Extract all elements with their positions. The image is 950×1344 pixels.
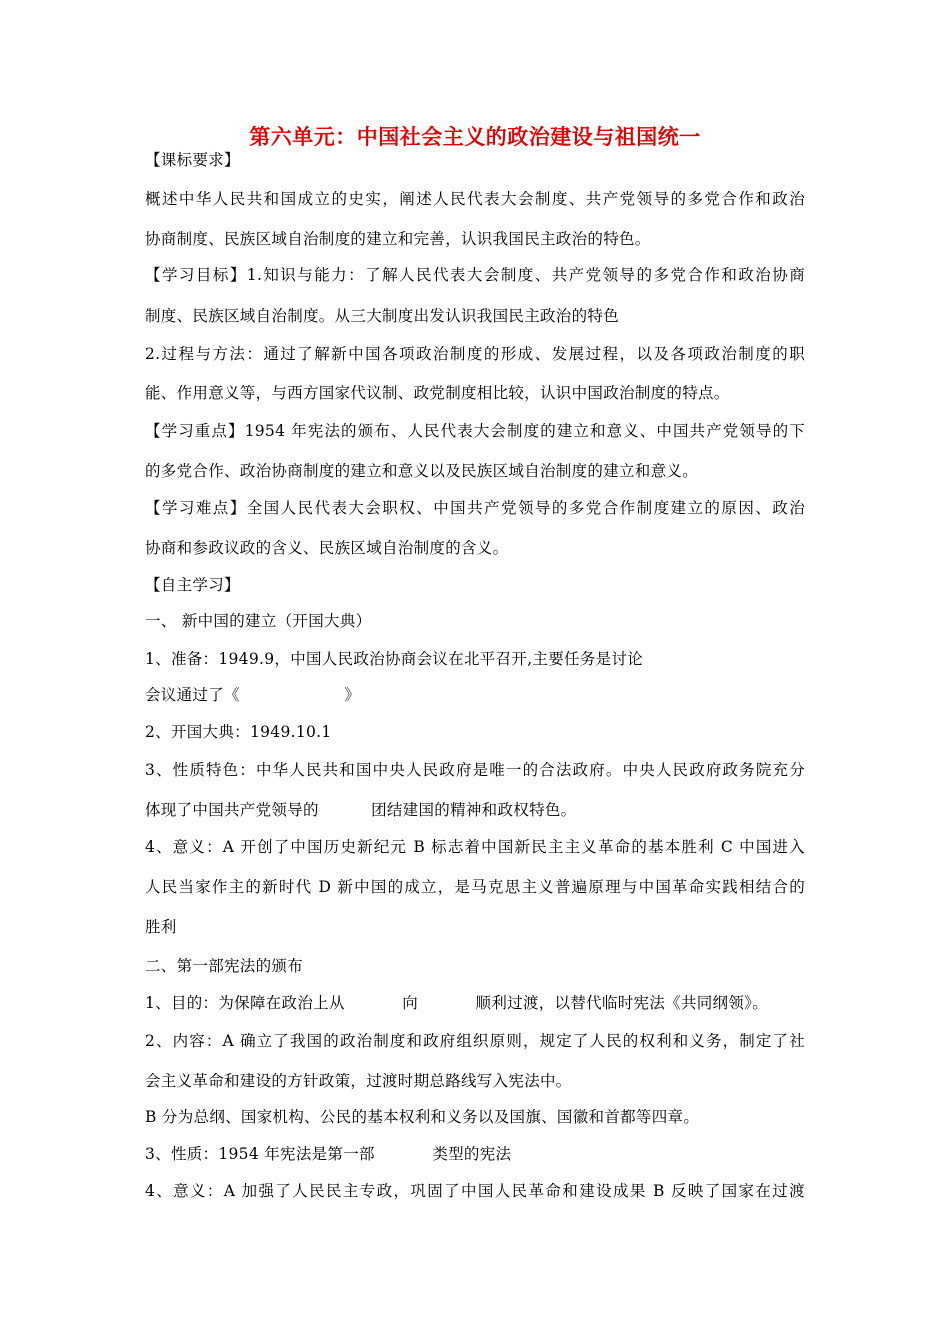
body-line: 协商制度、民族区域自治制度的建立和完善，认识我国民主政治的特色。 — [145, 230, 651, 248]
body-line: 1、准备：1949.9，中国人民政治协商会议在北平召开,主要任务是讨论 — [145, 650, 644, 668]
body-line: 人民当家作主的新时代 D 新中国的成立，是马克思主义普遍原理与中国革命实践相结合的 — [145, 878, 805, 896]
body-line: 概述中华人民共和国成立的史实，阐述人民代表大会制度、共产党领导的多党合作和政治 — [145, 190, 805, 208]
body-line: 【学习重点】1954 年宪法的颁布、人民代表大会制度的建立和意义、中国共产党领导的下 — [145, 422, 805, 440]
body-line: 的多党合作、政治协商制度的建立和意义以及民族区域自治制度的建立和意义。 — [145, 462, 699, 480]
body-line: 二、第一部宪法的颁布 — [145, 957, 304, 975]
body-line: 【学习难点】全国人民代表大会职权、中国共产党领导的多党合作制度建立的原因、政治 — [145, 499, 805, 517]
body-line: 【自主学习】 — [145, 576, 240, 594]
body-line: 2.过程与方法：通过了解新中国各项政治制度的形成、发展过程，以及各项政治制度的职 — [145, 345, 805, 363]
body-line: 【学习目标】1.知识与能力：了解人民代表大会制度、共产党领导的多党合作和政治协商 — [145, 266, 805, 284]
body-line: B 分为总纲、国家机构、公民的基本权利和义务以及国旗、国徽和首都等四章。 — [145, 1108, 700, 1126]
body-line: 一、 新中国的建立（开国大典） — [145, 612, 372, 630]
body-line: 3、性质特色：中华人民共和国中央人民政府是唯一的合法政府。中央人民政府政务院充分 — [145, 761, 805, 779]
body-line: 4、意义：A 加强了人民民主专政，巩固了中国人民革命和建设成果 B 反映了国家在过渡 — [145, 1182, 805, 1200]
body-line: 【课标要求】 — [145, 151, 240, 169]
document-title: 第六单元：中国社会主义的政治建设与祖国统一 — [249, 124, 701, 149]
body-line: 胜利 — [145, 918, 177, 936]
body-line: 能、作用意义等，与西方国家代议制、政党制度相比较，认识中国政治制度的特点。 — [145, 384, 730, 402]
body-line: 会议通过了《 》 — [145, 686, 361, 704]
body-line: 3、性质：1954 年宪法是第一部 类型的宪法 — [145, 1145, 512, 1163]
body-line: 制度、民族区域自治制度。从三大制度出发认识我国民主政治的特色 — [145, 307, 620, 325]
body-line: 会主义革命和建设的方针政策，过渡时期总路线写入宪法中。 — [145, 1072, 572, 1090]
body-line: 协商和参政议政的含义、民族区域自治制度的含义。 — [145, 539, 509, 557]
body-line: 体现了中国共产党领导的 团结建国的精神和政权特色。 — [145, 801, 577, 819]
body-line: 2、内容：A 确立了我国的政治制度和政府组织原则，规定了人民的权利和义务，制定了社 — [145, 1032, 805, 1050]
body-line: 1、目的：为保障在政治上从 向 顺利过渡，以替代临时宪法《共同纲领》。 — [145, 994, 769, 1012]
body-line: 4、意义：A 开创了中国历史新纪元 B 标志着中国新民主主义革命的基本胜利 C 中国进入 — [145, 838, 805, 856]
body-line: 2、开国大典：1949.10.1 — [145, 723, 332, 741]
